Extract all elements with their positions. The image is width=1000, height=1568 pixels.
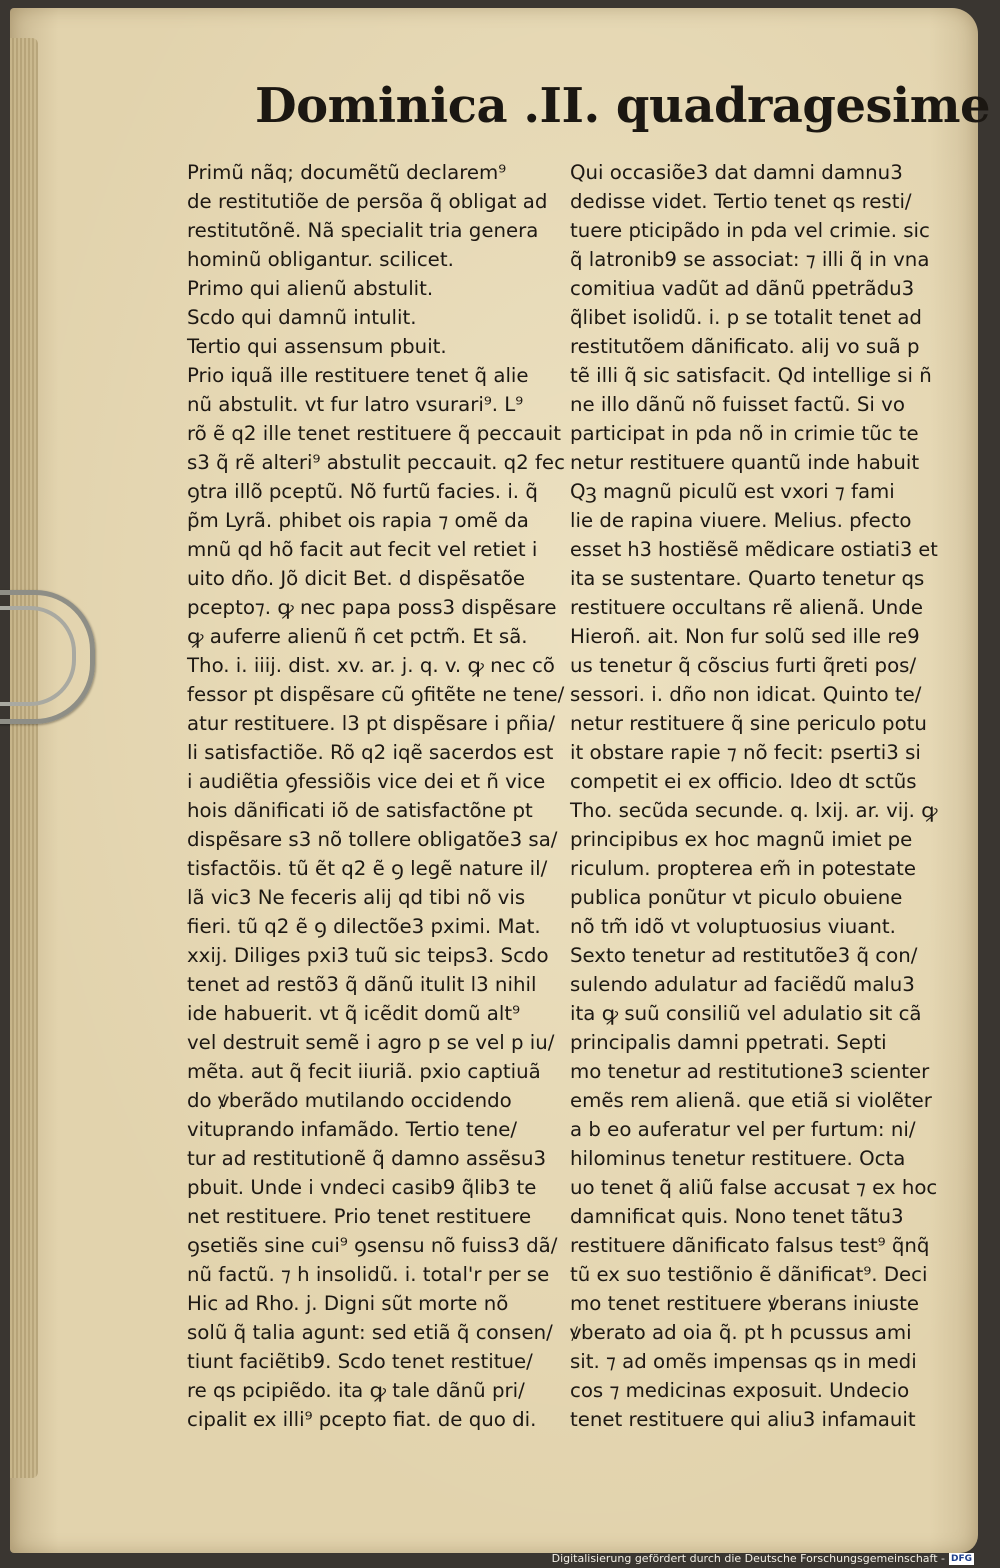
right-text-column [570, 158, 938, 1434]
text-line: p̃m Lyrã. phibet ois rapia ⁊ omẽ da [187, 509, 529, 532]
text-line: participat in pda nõ in crimie tũc te [570, 422, 919, 445]
text-line: Hieroñ. ait. Non fur solũ sed ille re9 [570, 625, 920, 648]
text-line: netur restituere q̃ sine periculo potu [570, 712, 927, 735]
text-line: tiunt faciẽtib9. Scdo tenet restitue/ [187, 1350, 533, 1373]
text-line: emẽs rem alienã. que etiã si violẽter [570, 1089, 932, 1112]
text-line: mo tenet restituere ꝟberans iniuste [570, 1292, 920, 1315]
text-line: fieri. tũ q2 ẽ ꝯ dilectõe3 pximi. Mat. [187, 915, 541, 938]
text-line: Primũ nãq; documẽtũ declarem⁹ [187, 161, 507, 184]
text-line: uito dño. Jõ dicit Bet. d dispẽsatõe [187, 567, 526, 590]
text-line: comitiua vadũt ad dãnũ ppetrãdu3 [570, 277, 915, 300]
text-line: tuere pticipãdo in pda vel crimie. sic [570, 219, 930, 242]
text-line: ꝯsetiẽs sine cui⁹ ꝯsensu nõ fuiss3 dã/ [187, 1234, 558, 1257]
text-line: us tenetur q̃ cõscius furti q̃reti pos/ [570, 654, 917, 677]
text-line: riculum. propterea em̃ in potestate [570, 857, 916, 880]
text-line: i audiẽtia ꝯfessiõis vice dei et ñ vice [187, 770, 546, 793]
text-line: lã vic3 Ne feceris alij qd tibi nõ vis [187, 886, 526, 909]
text-line: restitutõem dãnificato. alij vo suã p [570, 335, 920, 358]
text-line: mẽta. aut q̃ fecit iiuriã. pxio captiuã [187, 1060, 541, 1083]
text-line: ꝙ auferre alienũ ñ cet pctm̃. Et sã. [187, 625, 528, 648]
text-line: pbuit. Unde i vndeci casib9 q̃lib3 te [187, 1176, 537, 1199]
page-edges [10, 38, 38, 1478]
text-line: cipalit ex illi⁹ pcepto fiat. de quo di. [187, 1408, 537, 1431]
text-line: Qꝫ magnũ piculũ est vxori ⁊ fami [570, 480, 895, 503]
text-line: ꝟberato ad oia q̃. pt h pcussus ami [570, 1321, 912, 1344]
text-line: esset h3 hostiẽsẽ mẽdicare ostiati3 et [570, 538, 938, 561]
text-line: lie de rapina viuere. Melius. pfecto [570, 509, 912, 532]
text-line: restitutõnẽ. Nã specialit tria genera [187, 219, 539, 242]
text-line: tũ ex suo testiõnio ẽ dãnificat⁹. Deci [570, 1263, 928, 1286]
text-line: pcepto⁊. ꝙ nec papa poss3 dispẽsare [187, 596, 557, 619]
text-line: ita ꝙ suũ consiliũ vel adulatio sit cã [570, 1002, 922, 1025]
text-line: rõ ẽ q2 ille tenet restituere q̃ peccauit [187, 422, 561, 445]
text-line: tenet ad restõ3 q̃ dãnũ itulit l3 nihil [187, 973, 537, 996]
text-line: uo tenet q̃ aliũ false accusat ⁊ ex hoc [570, 1176, 938, 1199]
text-line: restituere occultans rẽ alienã. Unde [570, 596, 924, 619]
text-line: li satisfactiõe. Rõ q2 iqẽ sacerdos est [187, 741, 554, 764]
text-line: do ꝟberãdo mutilando occidendo [187, 1089, 512, 1112]
text-line: dispẽsare s3 nõ tollere obligatõe3 sa/ [187, 828, 558, 851]
text-line: de restitutiõe de persõa q̃ obligat ad [187, 190, 548, 213]
text-line: Scdo qui damnũ intulit. [187, 306, 417, 329]
text-line: restituere dãnificato falsus test⁹ q̃nq̃ [570, 1234, 930, 1257]
footer-credit [552, 1552, 974, 1566]
footer-text: Digitalisierung gefördert durch die Deutsche Forschungsgemeinschaft - [551, 1552, 945, 1565]
page-heading: Dominica .II. quadragesime [255, 78, 991, 134]
text-line: Tho. i. iiij. dist. xv. ar. j. q. v. ꝙ nec cõ [187, 654, 555, 677]
text-line: Tertio qui assensum pbuit. [187, 335, 447, 358]
text-line: Prio iquã ille restituere tenet q̃ alie [187, 364, 529, 387]
text-line: net restituere. Prio tenet restituere [187, 1205, 532, 1228]
text-line: solũ q̃ talia agunt: sed etiã q̃ consen/ [187, 1321, 553, 1344]
text-line: Primo qui alienũ abstulit. [187, 277, 434, 300]
left-text-column [187, 158, 567, 1434]
text-line: tenet restituere qui aliu3 infamauit [570, 1408, 916, 1431]
text-line: s3 q̃ rẽ alteri⁹ abstulit peccauit. q2 fec [187, 451, 565, 474]
text-line: sulendo adulatur ad faciẽdũ malu3 [570, 973, 915, 996]
text-line: competit ei ex officio. Ideo dt sctũs [570, 770, 917, 793]
dfg-logo: DFG [950, 1554, 972, 1564]
text-line: hois dãnificati iõ de satisfactõne pt [187, 799, 533, 822]
text-line: fessor pt dispẽsare cũ ꝯfitẽte ne tene/ [187, 683, 565, 706]
text-line: ita se sustentare. Quarto tenetur qs [570, 567, 925, 590]
text-line: hilominus tenetur restituere. Octa [570, 1147, 906, 1170]
text-line: Tho. secũda secunde. q. lxij. ar. vij. ꝙ [570, 799, 938, 822]
text-line: atur restituere. l3 pt dispẽsare i pñia/ [187, 712, 556, 735]
text-line: dedisse videt. Tertio tenet qs resti/ [570, 190, 912, 213]
text-line: ꝯtra illõ pceptũ. Nõ furtũ facies. i. q̃ [187, 480, 538, 503]
text-line: principalis damni ppetrati. Septi [570, 1031, 887, 1054]
text-line: xxij. Diliges pxi3 tuũ sic teips3. Scdo [187, 944, 549, 967]
text-line: principibus ex hoc magnũ imiet pe [570, 828, 913, 851]
text-line: netur restituere quantũ inde habuit [570, 451, 920, 474]
text-line: tẽ illi q̃ sic satisfacit. Qd intellige si ñ [570, 364, 932, 387]
text-line: Hic ad Rho. j. Digni sũt morte nõ [187, 1292, 509, 1315]
text-line: mnũ qd hõ facit aut fecit vel retiet i [187, 538, 538, 561]
text-line: vituprando infamãdo. Tertio tene/ [187, 1118, 518, 1141]
text-line: sessori. i. dño non idicat. Quinto te/ [570, 683, 922, 706]
text-line: ide habuerit. vt q̃ icẽdit domũ alt⁹ [187, 1002, 521, 1025]
text-line: q̃ latronib9 se associat: ⁊ illi q̃ in vna [570, 248, 930, 271]
text-line: Qui occasiõe3 dat damni damnu3 [570, 161, 903, 184]
text-line: nũ abstulit. vt fur latro vsurari⁹. L⁹ [187, 393, 524, 416]
text-line: q̃libet isolidũ. i. p se totalit tenet ad [570, 306, 922, 329]
text-line: cos ⁊ medicinas exposuit. Undecio [570, 1379, 910, 1402]
text-line: a b eo auferatur vel per furtum: ni/ [570, 1118, 916, 1141]
text-line: nõ tm̃ idõ vt voluptuosius viuant. [570, 915, 896, 938]
text-line: tisfactõis. tũ ẽt q2 ẽ ꝯ legẽ nature il/ [187, 857, 548, 880]
text-line: tur ad restitutionẽ q̃ damno assẽsu3 [187, 1147, 547, 1170]
text-line: re qs pcipiẽdo. ita ꝙ tale dãnũ pri/ [187, 1379, 525, 1402]
text-line: ne illo dãnũ nõ fuisset factũ. Si vo [570, 393, 905, 416]
text-line: mo tenetur ad restitutione3 scienter [570, 1060, 930, 1083]
text-line: damnificat quis. Nono tenet tãtu3 [570, 1205, 904, 1228]
text-line: Sexto tenetur ad restitutõe3 q̃ con/ [570, 944, 918, 967]
text-line: publica ponũtur vt piculo obuiene [570, 886, 903, 909]
text-line: nũ factũ. ⁊ h insolidũ. i. total'r per se [187, 1263, 550, 1286]
text-line: hominũ obligantur. scilicet. [187, 248, 454, 271]
text-line: sit. ⁊ ad omẽs impensas qs in medi [570, 1350, 917, 1373]
text-line: vel destruit semẽ i agro p se vel p iu/ [187, 1031, 555, 1054]
text-line: it obstare rapie ⁊ nõ fecit: pserti3 si [570, 741, 921, 764]
